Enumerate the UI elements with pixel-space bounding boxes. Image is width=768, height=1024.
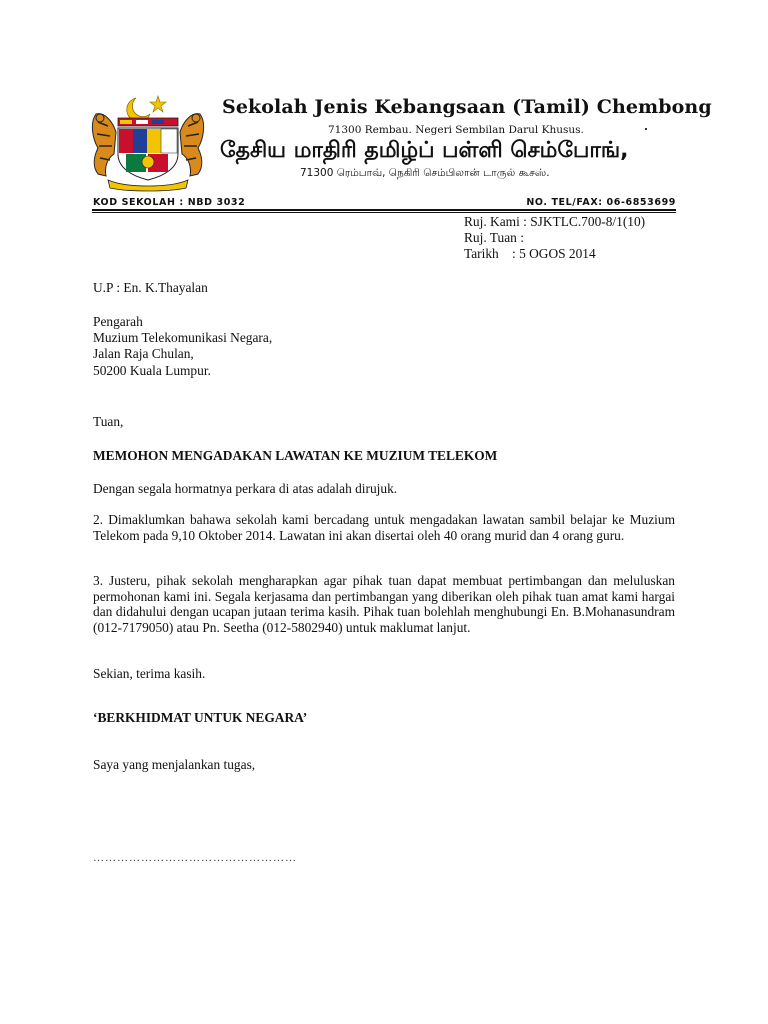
school-code: KOD SEKOLAH : NBD 3032 — [93, 197, 246, 208]
your-reference: Ruj. Tuan : — [464, 230, 524, 245]
paragraph-2: 2. Dimaklumkan bahawa sekolah kami bercadang untuk mengadakan lawatan sambil belajar ke Muzium Telekom pada 9,10 Oktober 2014. Lawatan ini akan disertai oleh 40 orang murid dan 4 orang guru. — [93, 512, 675, 543]
malaysia-coat-of-arms-icon — [86, 92, 210, 192]
date-label: Tarikh — [464, 246, 499, 261]
recipient-title: Pengarah — [93, 314, 143, 329]
paragraph-3: 3. Justeru, pihak sekolah mengharapkan agar pihak tuan dapat membuat pertimbangan dan meluluskan permohonan kami ini. Segala kerjasama dan pertimbangan yang diberikan oleh pihak tuan amat kami hargai dan didahului dengan ucapan jutaan terima kasih. Pihak tuan bolehlah menghubungi En. B.Mohanasundram (012-7179050) atau Pn. Seetha (012-5802940) untuk maklumat lanjut. — [93, 573, 675, 635]
sign-off: Saya yang menjalankan tugas, — [93, 757, 256, 772]
date-value: : 5 OGOS 2014 — [512, 246, 596, 261]
header-divider — [92, 209, 676, 211]
school-name-malay: Sekolah Jenis Kebangsaan (Tamil) Chembong — [222, 96, 712, 118]
paragraph-1: Dengan segala hormatnya perkara di atas adalah dirujuk. — [93, 481, 398, 496]
motto: ‘BERKHIDMAT UNTUK NEGARA’ — [93, 710, 308, 725]
attention-line: U.P : En. K.Thayalan — [93, 280, 208, 295]
date-line — [464, 246, 596, 262]
our-reference: Ruj. Kami : SJKTLC.700-8/1(10) — [464, 214, 646, 229]
stray-dot — [645, 128, 647, 130]
subject-heading: MEMOHON MENGADAKAN LAWATAN KE MUZIUM TELEKOM — [93, 448, 498, 463]
school-address-tamil: 71300 ரெம்பாவ், நெகிரி செம்பிலான் டாருல் கூசஸ். — [300, 167, 550, 179]
header-divider-thin — [92, 212, 676, 213]
school-address-malay: 71300 Rembau. Negeri Sembilan Darul Khusus. — [328, 124, 584, 136]
recipient-street: Jalan Raja Chulan, — [93, 346, 194, 361]
school-name-tamil: தேசிய மாதிரி தமிழ்ப் பள்ளி செம்போங், — [220, 138, 629, 163]
phone-fax: NO. TEL/FAX: 06-6853699 — [526, 197, 676, 208]
recipient-organisation: Muzium Telekomunikasi Negara, — [93, 330, 273, 345]
salutation: Tuan, — [93, 414, 124, 429]
recipient-city: 50200 Kuala Lumpur. — [93, 363, 211, 378]
signature-line: …………………………………………… — [93, 852, 297, 864]
closing-line: Sekian, terima kasih. — [93, 666, 206, 681]
